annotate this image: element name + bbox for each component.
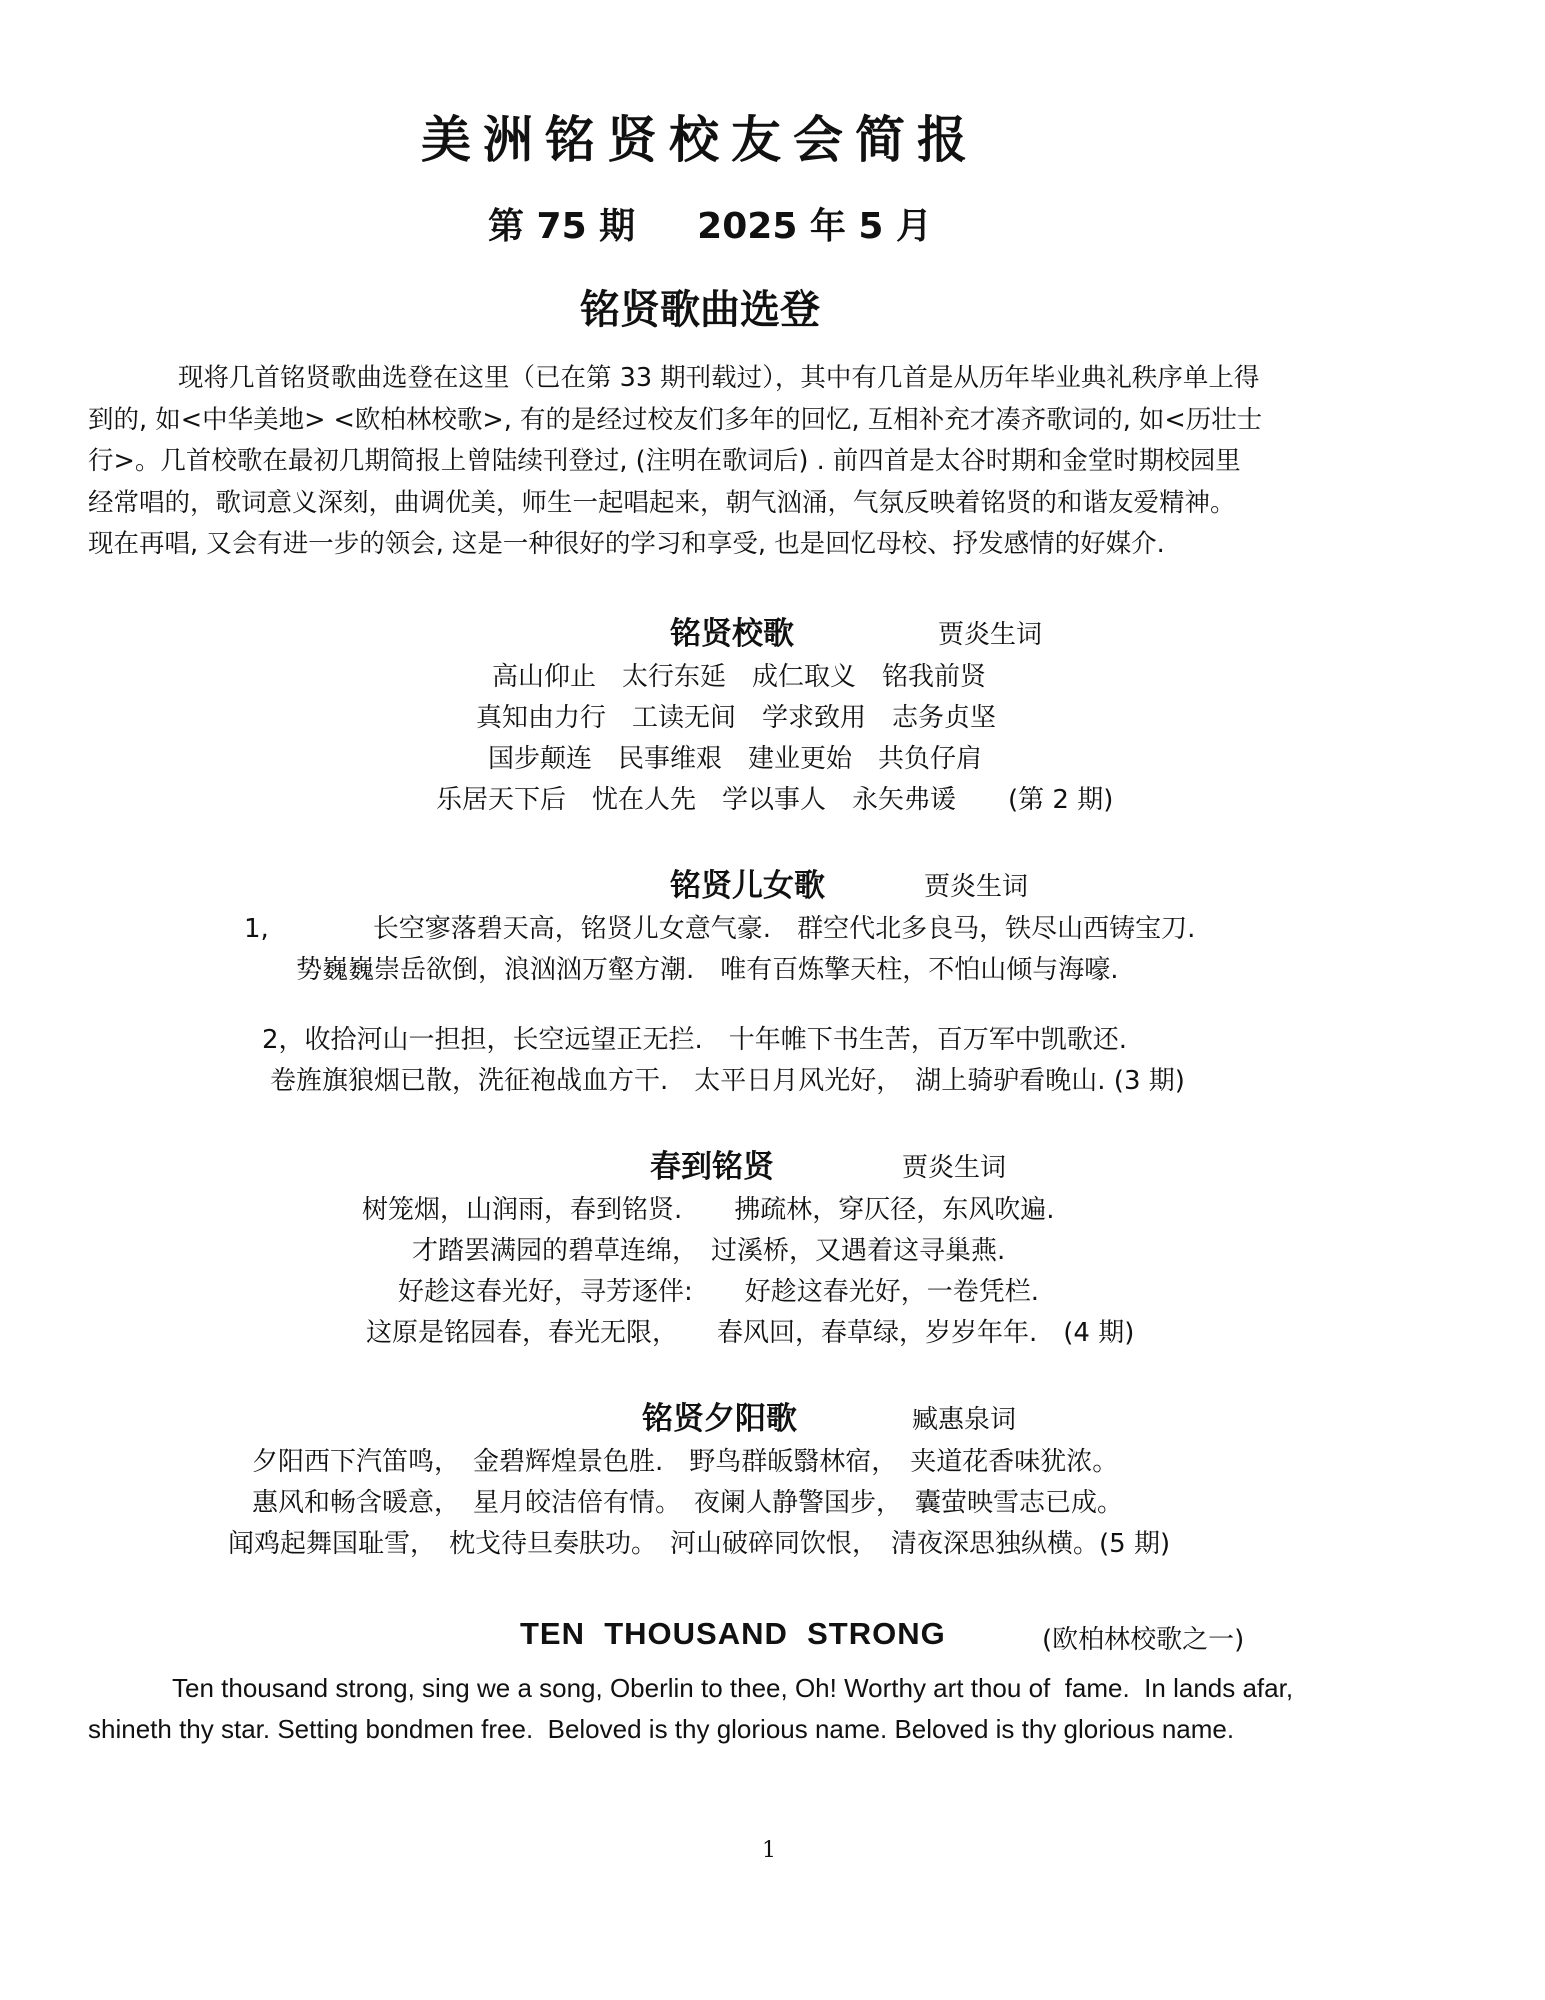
intro-line: 现在再唱, 又会有进一步的领会, 这是一种很好的学习和享受, 也是回忆母校、抒发感情的好媒介. xyxy=(88,529,1165,559)
intro-paragraph xyxy=(88,358,1448,566)
lyric-line: 2，收拾河山一担担，长空远望正无拦. 十年帷下书生苦，百万军中凯歌还. xyxy=(262,1025,1128,1055)
lyric-line: 国步颠连 民事维艰 建业更始 共负仔肩 xyxy=(488,744,983,774)
lyric-line: 才踏罢满园的碧草连绵， 过溪桥，又遇着这寻巢燕. xyxy=(412,1236,1006,1266)
lyric-line: 真知由力行 工读无间 学求致用 志务贞坚 xyxy=(476,703,997,733)
song-title: 春到铭贤 xyxy=(650,1149,774,1185)
song-title: 铭贤夕阳歌 xyxy=(642,1401,797,1437)
english-song-note: (欧柏林校歌之一) xyxy=(1042,1625,1245,1655)
intro-line: 经常唱的，歌词意义深刻，曲调优美，师生一起唱起来，朝气汹涌，气氛反映着铭贤的和谐友爱精神。 xyxy=(88,487,1236,518)
song-author: 贾炎生词 xyxy=(902,1153,1007,1183)
song-author: 臧惠泉词 xyxy=(912,1405,1017,1435)
lyric-line: 乐居天下后 忧在人先 学以事人 永矢弗谖 (第 2 期) xyxy=(436,785,1114,815)
english-song-lyrics xyxy=(88,1668,1468,1750)
issue-number: 第 75 期 xyxy=(488,206,636,247)
newsletter-title: 美洲铭贤校友会简报 xyxy=(421,111,979,169)
lyric-line: 惠风和畅含暖意， 星月皎洁倍有情。 夜阑人静警国步， 囊萤映雪志已成。 xyxy=(252,1488,1124,1518)
lyric-line: 势巍巍崇岳欲倒，浪汹汹万壑方潮. 唯有百炼擎天柱，不怕山倾与海嚎. xyxy=(296,955,1119,985)
lyric-line: 闻鸡起舞国耻雪， 枕戈待旦奏肤功。 河山破碎同饮恨， 清夜深思独纵横。(5 期) xyxy=(228,1529,1171,1559)
lyric-line: 1, 长空寥落碧天高，铭贤儿女意气豪. 群空代北多良马，铁尽山西铸宝刀. xyxy=(244,914,1196,944)
lyric-line: 这原是铭园春，春光无限， 春风回，春草绿，岁岁年年. (4 期) xyxy=(366,1318,1135,1348)
lyric-line: 卷旌旗狼烟已散，洗征袍战血方干. 太平日月风光好， 湖上骑驴看晚山. (3 期) xyxy=(270,1066,1185,1096)
lyric-line: Ten thousand strong, sing we a song, Oberlin to thee, Oh! Worthy art thou of fame. In lands afar, xyxy=(172,1673,1294,1703)
intro-line: 到的, 如<中华美地> <欧柏林校歌>, 有的是经过校友们多年的回忆, 互相补充才凑齐歌词的, 如<历壮士 xyxy=(88,404,1263,435)
section-title: 铭贤歌曲选登 xyxy=(580,287,820,333)
song-author: 贾炎生词 xyxy=(924,872,1029,902)
issue-date: 2025 年 5 月 xyxy=(697,206,933,247)
english-song-title: TEN THOUSAND STRONG xyxy=(520,1616,946,1651)
lyric-line: 夕阳西下汽笛鸣， 金碧辉煌景色胜. 野鸟群皈翳林宿， 夹道花香味犹浓。 xyxy=(252,1447,1119,1477)
song-title: 铭贤儿女歌 xyxy=(670,868,825,904)
intro-line: 行>。几首校歌在最初几期简报上曾陆续刊登过, (注明在歌词后) . 前四首是太谷时期和金堂时期校园里 xyxy=(88,446,1241,476)
intro-line: 现将几首铭贤歌曲选登在这里（已在第 33 期刊载过），其中有几首是从历年毕业典礼秩序单上得 xyxy=(178,363,1260,393)
song-title: 铭贤校歌 xyxy=(670,616,794,652)
lyric-line: 树笼烟，山润雨，春到铭贤. 拂疏林，穿仄径，东风吹遍. xyxy=(362,1195,1055,1225)
song-author: 贾炎生词 xyxy=(938,620,1043,650)
lyric-line: 好趁这春光好，寻芳逐伴: 好趁这春光好，一卷凭栏. xyxy=(398,1277,1040,1307)
lyric-line: shineth thy star. Setting bondmen free. Beloved is thy glorious name. Beloved is thy glorious name. xyxy=(88,1714,1235,1744)
issue-line xyxy=(488,198,932,249)
page-number: 1 xyxy=(762,1838,776,1863)
lyric-line: 高山仰止 太行东延 成仁取义 铭我前贤 xyxy=(492,662,987,692)
